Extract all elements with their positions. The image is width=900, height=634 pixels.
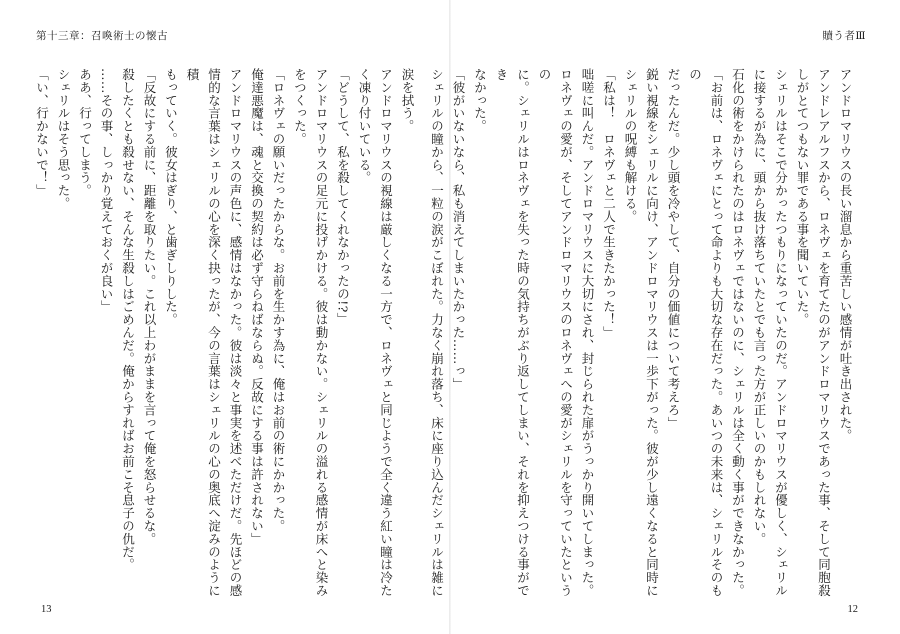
text-line: 俺達悪魔は、魂と交換の契約は必ず守らねばならぬ。反故にする事は許されない」 — [249, 68, 265, 546]
text-line: ……その事、しっかり覚えておくが良い」 — [99, 68, 114, 314]
text-line: をつくった。 — [292, 68, 308, 146]
text-line: 「私は！ ロネヴェと二人で生きたかった！」 — [601, 68, 617, 339]
running-head-chapter: 第十三章：召喚術士の懐古 — [36, 30, 168, 42]
text-line: 「彼がいないなら、私も消えてしまいたかった……っ」 — [451, 68, 466, 391]
running-head-section: 贖う者Ⅲ — [822, 30, 866, 42]
text-line: アンドロマリウスの足元に投げかける。彼は動かない。シェリルの溢れる感情が床へと染み — [314, 68, 329, 597]
text-line: アンドロマリウスの視線は厳しくなる一方で、ロネヴェと同じようで全く違う紅い瞳は冷た — [378, 68, 394, 597]
text-line: く凍り付いている。 — [357, 68, 372, 185]
text-line: ああ、行ってしまう。 — [77, 68, 93, 197]
text-line: シェリルの呪縛も解ける。 — [623, 68, 638, 223]
text-line: アンドレアルフスから、ロネヴェを育てたのがアンドロマリウスであった事、そして同胞殺 — [816, 68, 832, 597]
text-line: アンドロマリウスの声色に、感情はなかった。彼は淡々と事実を述べただけだ。先ほどの感 — [228, 68, 243, 597]
text-line: ロネヴェの愛が、そしてアンドロマリウスのロネヴェへの愛がシェリルを守っていたというの — [537, 68, 574, 597]
text-line: 情的な言葉はシェリルの心を深く抉ったが、今の言葉はシェリルの心の奥底へ淀みのように積 — [185, 68, 222, 597]
left-page-text — [34, 68, 418, 598]
text-line: 咄嗟に叫んだ。アンドロマリウスに大切にされ、封じられた扉がうっかり開いてしまった。 — [580, 68, 595, 597]
text-line: に接するが為に、頭から抜け落ちていたとでも言った方が正しいのかもしれない。 — [752, 68, 767, 546]
text-line: もっていく。彼女はぎり、と歯ぎしりした。 — [163, 68, 179, 326]
text-line: に。シェリルはロネヴェを失った時の気持ちがぶり返してしまい、それを抑えつける事ができ — [494, 68, 531, 597]
text-line: 殺したくとも殺せない、そんな生殺しはごめんだ。俺からすればお前こそ息子の仇だ。 — [120, 68, 136, 572]
text-line: 石化の術をかけられたのはロネヴェではないのに、シェリルは全く動く事ができなかった。 — [730, 68, 746, 597]
text-line: 鋭い視線をシェリルに向け、アンドロマリウスは一歩下がった。彼が少し遠くなると同時に — [644, 68, 660, 597]
text-line: なかった。 — [472, 68, 488, 133]
text-line: だったんだ。少し頭を冷やして、自分の価値について考えろ」 — [666, 68, 681, 430]
text-line: 「反故にする前に、距離を取りたい。これ以上わがままを言って俺を怒らせるな。 — [142, 68, 157, 546]
page-number-right: 12 — [847, 604, 858, 615]
text-line: 「どうして、私を殺してくれなかったの!?」 — [335, 68, 351, 326]
text-line: 「い、行かないで！」 — [34, 68, 50, 197]
text-line: シェリルはそこで分かったつもりになっていたのだ。アンドロマリウスが優しく、シェリル — [773, 68, 789, 597]
page-number-left: 13 — [41, 604, 52, 615]
text-line: シェリルの瞳から、一粒の涙がこぼれた。力なく崩れ落ち、床に座り込んだシェリルは雑に — [429, 68, 445, 597]
right-page-text — [429, 68, 856, 598]
text-line: シェリルはそう思った。 — [56, 68, 71, 210]
text-line: 「お前は、ロネヴェにとって命よりも大切な存在だった。あいつの未来は、シェリルそのもの — [687, 68, 724, 597]
text-line: しがとてつもない罪である事を聞いていた。 — [795, 68, 810, 326]
text-line: アンドロマリウスの長い溜息から重苦しい感情が吐き出された。 — [838, 68, 853, 443]
text-line: 涙を拭う。 — [400, 68, 415, 133]
text-line: 「ロネヴェの願いだったからな。お前を生かす為に、俺はお前の術にかかった。 — [271, 68, 286, 533]
